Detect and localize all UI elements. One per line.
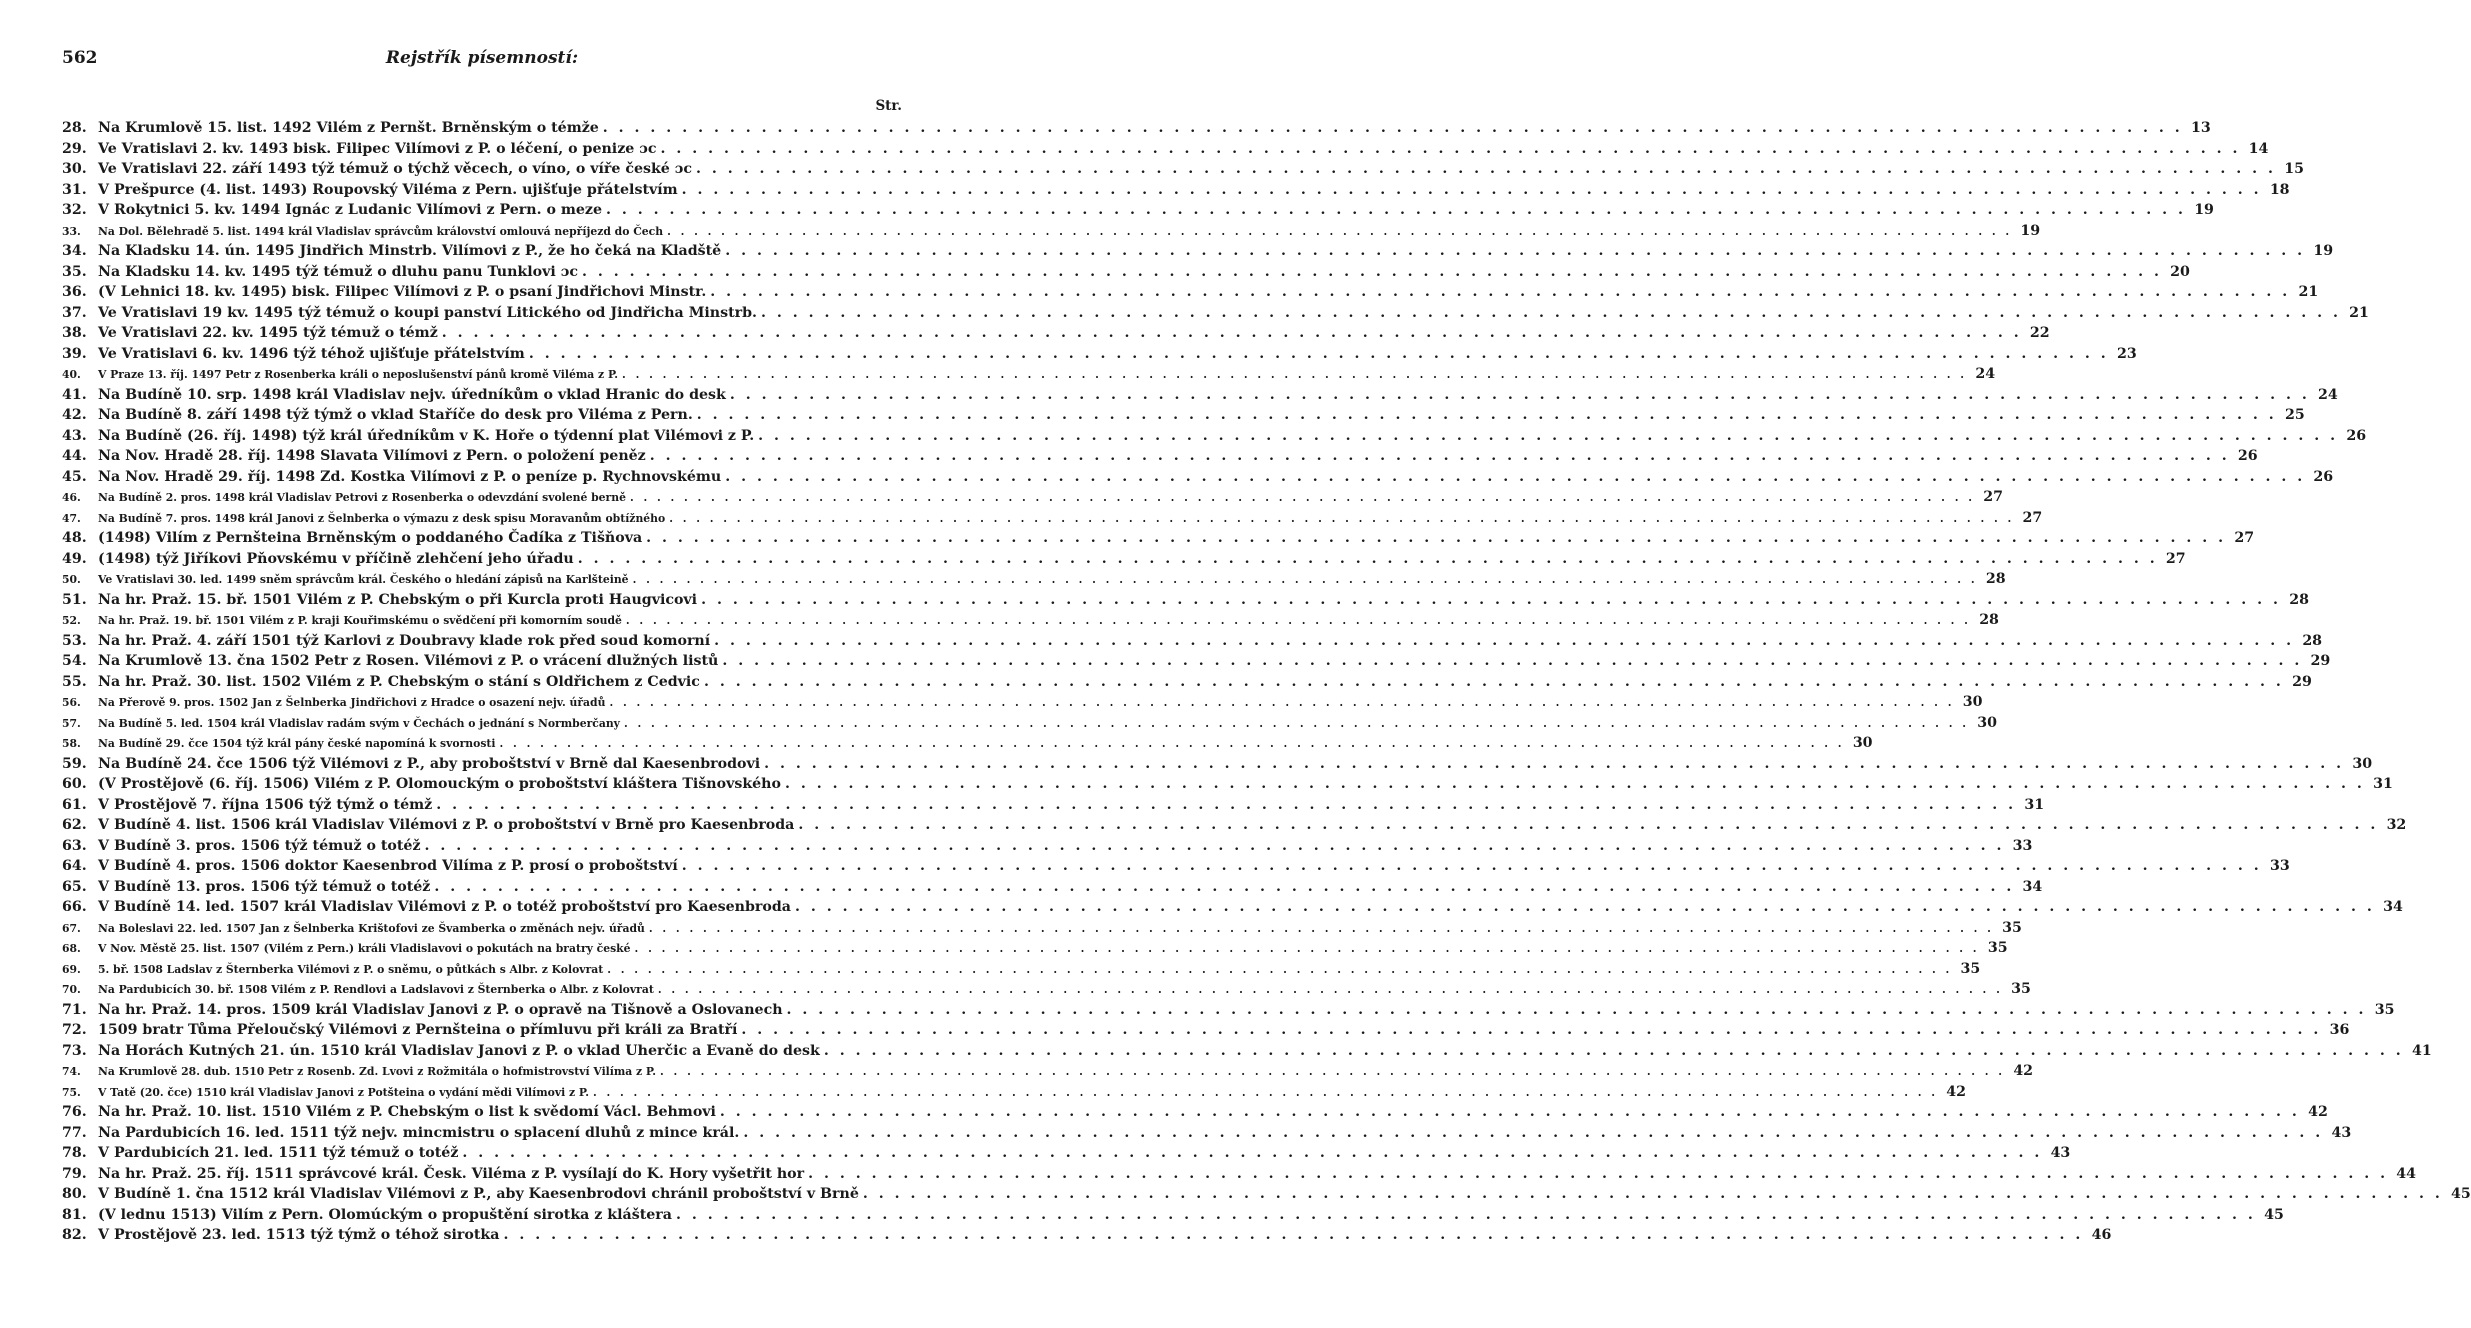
entry-page: 43: [2050, 1145, 2071, 1161]
entry-text: V Rokytnici 5. kv. 1494 Ignác z Ludanic Vilímovi z Pern. o meze: [98, 202, 603, 218]
entry-text: Ve Vratislavi 22. září 1493 týž témuž o týchž věcech, o víno, o víře české ɔc: [98, 161, 693, 177]
entry-page: 27: [1983, 489, 2003, 505]
entry-number: 39.: [62, 345, 87, 362]
entry-text: V Prostějově 23. led. 1513 týž týmž o téhož sirotka: [98, 1227, 500, 1243]
entry-text: Ve Vratislavi 30. led. 1499 sněm správcům král. Českého o hledání zápisů na Karlšteině: [98, 573, 629, 586]
entry-page: 26: [2313, 468, 2334, 485]
register-entry: [62, 979, 2031, 1000]
register-entry: [62, 918, 2022, 939]
register-entry: [62, 303, 2369, 324]
register-entry: [62, 118, 2211, 139]
dot-leader: [646, 446, 2230, 467]
register-entry: [62, 180, 2290, 201]
entry-number: 80.: [62, 1186, 87, 1202]
page-column-label: Str.: [875, 98, 902, 114]
entry-number: 69.: [62, 962, 81, 976]
register-entry: [62, 159, 2304, 180]
register-entry: [62, 1020, 2350, 1041]
entry-number: 63.: [62, 837, 87, 854]
entry-text: Ve Vratislavi 19 kv. 1495 týž témuž o koupi panství Litického od Jindřicha Minstrb.: [98, 304, 757, 321]
entry-text: 1509 bratr Tůma Přeloučský Vilémovi z Pernšteina o přímluvu při králi za Bratří: [98, 1022, 738, 1038]
dot-leader: [721, 467, 2305, 488]
entry-text: Ve Vratislavi 6. kv. 1496 týž téhož ujišťuje přátelstvím: [98, 345, 525, 362]
dot-leader: [656, 1062, 2005, 1083]
entry-page: 43: [2331, 1124, 2352, 1141]
register-entry: [62, 856, 2290, 877]
register-entry: [62, 1000, 2395, 1021]
page-number: 562: [62, 48, 98, 68]
entry-text: Na Přerově 9. pros. 1502 Jan z Šelnberka Jindřichovi z Hradce o osazení nejv. úřadů: [98, 696, 606, 709]
dot-leader: [859, 1184, 2443, 1205]
entry-number: 51.: [62, 591, 87, 608]
register-entry: [62, 569, 2006, 590]
entry-page: 29: [2292, 673, 2312, 690]
entry-text: Na Nov. Hradě 29. říj. 1498 Zd. Kostka Vilímovi z P. o peníze p. Rychnovskému: [98, 468, 722, 485]
dot-leader: [783, 1000, 2367, 1021]
register-entry: [62, 1123, 2352, 1144]
entry-number: 53.: [62, 632, 87, 649]
entry-text: Na Krumlově 15. list. 1492 Vilém z Pernšt. Brněnským o témže: [98, 120, 599, 136]
entry-text: Na Budíně 8. září 1498 týž týmž o vklad Staříče do desk pro Viléma z Pern.: [98, 407, 693, 423]
entry-number: 37.: [62, 304, 87, 321]
entry-page: 45: [2451, 1186, 2471, 1202]
dot-leader: [574, 549, 2158, 570]
dot-leader: [605, 693, 1954, 714]
entry-number: 61.: [62, 796, 87, 813]
dot-leader: [726, 385, 2310, 406]
register-entry: [62, 1102, 2328, 1123]
entry-number: 32.: [62, 202, 87, 218]
entry-text: Ve Vratislavi 22. kv. 1495 týž témuž o témž: [98, 325, 438, 341]
entry-number: 58.: [62, 737, 81, 750]
entry-page: 30: [1962, 694, 1983, 710]
entry-text: Na Kladsku 14. ún. 1495 Jindřich Minstrb. Vilímovi z P., že ho čeká na Kladště: [98, 243, 722, 259]
entry-page: 30: [1977, 714, 1997, 731]
entry-text: V Budíně 3. pros. 1506 týž témuž o totéž: [98, 837, 421, 854]
entry-number: 57.: [62, 716, 81, 730]
entry-text: V Budíně 14. led. 1507 král Vladislav Vilémovi z P. o totéž proboštství pro Kaesenbroda: [98, 899, 791, 915]
dot-leader: [496, 734, 1845, 755]
entry-page: 42: [2013, 1063, 2034, 1079]
entry-page: 19: [2020, 222, 2041, 239]
entry-page: 44: [2396, 1165, 2417, 1182]
entry-number: 31.: [62, 181, 87, 198]
entry-text: Na Budíně (26. říj. 1498) týž král úředníkům v K. Hoře o týdenní plat Vilémovi z P.: [98, 427, 755, 444]
register-entry: [62, 713, 1997, 734]
entry-text: 5. bř. 1508 Ladslav z Šternberka Vilémovi z P. o sněmu, o půtkách s Albr. z Kolovrat: [98, 962, 604, 976]
entry-number: 68.: [62, 942, 81, 955]
register-entry: [62, 1041, 2432, 1062]
dot-leader: [757, 303, 2341, 324]
register-entry: [62, 754, 2373, 775]
register-entry: [62, 528, 2255, 549]
dot-leader: [678, 180, 2262, 201]
dot-leader: [589, 1083, 1938, 1104]
entry-text: V Praze 13. říj. 1497 Petr z Rosenberka králi o neposlušenství pánů kromě Viléma z P.: [98, 368, 619, 381]
register-entry: [62, 549, 2186, 570]
register-entry: [62, 446, 2258, 467]
dot-leader: [602, 200, 2186, 221]
register-entry: [62, 692, 1983, 713]
entry-number: 82.: [62, 1227, 87, 1243]
entry-number: 55.: [62, 673, 87, 690]
register-entry: [62, 385, 2338, 406]
entry-number: 62.: [62, 817, 87, 833]
dot-leader: [642, 528, 2226, 549]
entry-number: 30.: [62, 161, 87, 177]
register-entry: [62, 815, 2407, 836]
dot-leader: [438, 323, 2022, 344]
dot-leader: [631, 939, 1980, 960]
entry-text: V Tatě (20. čce) 1510 král Vladislav Janovi z Potšteina o vydání mědi Vilímovi z P.: [98, 1085, 589, 1099]
dot-leader: [781, 774, 2365, 795]
entry-text: Na Budíně 29. čce 1504 týž král pány české napomíná k svornosti: [98, 737, 496, 750]
register-entry: [62, 590, 2309, 611]
register-entry: [62, 1061, 2034, 1082]
entry-page: 42: [2308, 1104, 2328, 1120]
entry-page: 28: [1985, 571, 2006, 587]
entry-text: Na Krumlově 13. čna 1502 Petr z Rosen. Vilémovi z P. o vrácení dlužných listů: [98, 653, 719, 669]
register-entry: [62, 139, 2269, 160]
dot-leader: [710, 631, 2294, 652]
entry-page: 20: [2170, 263, 2190, 280]
dot-leader: [706, 282, 2290, 303]
entry-page: 35: [2374, 1001, 2395, 1018]
entry-number: 45.: [62, 468, 87, 485]
entry-page: 33: [2269, 858, 2290, 874]
entry-text: V Pardubicích 21. led. 1511 týž témuž o totéž: [98, 1145, 459, 1161]
entry-page: 35: [2011, 981, 2031, 997]
running-title: Rejstřík písemností:: [385, 48, 579, 68]
entry-page: 29: [2310, 653, 2331, 669]
entry-page: 14: [2248, 140, 2269, 157]
dot-leader: [804, 1164, 2388, 1185]
entry-text: V Prostějově 7. října 1506 týž týmž o témž: [98, 796, 433, 813]
register-entry: [62, 282, 2319, 303]
dot-leader: [663, 222, 2012, 243]
entry-number: 56.: [62, 696, 81, 709]
entry-text: V Nov. Městě 25. list. 1507 (Vilém z Pern.) králi Vladislavovi o pokutách na bratry české: [98, 942, 631, 955]
entry-text: (1498) Vilím z Pernšteina Brněnským o poddaného Čadíka z Tišňova: [98, 530, 643, 546]
dot-leader: [739, 1123, 2323, 1144]
dot-leader: [620, 714, 1969, 735]
entry-page: 19: [2313, 243, 2334, 259]
entry-page: 41: [2412, 1042, 2432, 1059]
entry-number: 70.: [62, 983, 81, 996]
entry-text: Na hr. Praž. 19. bř. 1501 Vilém z P. kraji Kouřimskému o svědčení při komorním soudě: [98, 614, 622, 627]
register-entry: [62, 405, 2305, 426]
entry-text: Na Budíně 2. pros. 1498 král Vladislav Petrovi z Rosenberka o odevzdání svolené berně: [98, 491, 626, 504]
register-entry: [62, 774, 2393, 795]
register-entry: [62, 467, 2334, 488]
entry-text: Na hr. Praž. 15. bř. 1501 Vilém z P. Chebským o při Kurcla proti Haugvicovi: [98, 591, 698, 608]
entry-number: 64.: [62, 858, 87, 874]
dot-leader: [693, 405, 2277, 426]
dot-leader: [794, 815, 2378, 836]
dot-leader: [716, 1102, 2300, 1123]
entry-number: 59.: [62, 755, 87, 772]
register-entry: [62, 877, 2043, 898]
entry-text: Na Nov. Hradě 28. říj. 1498 Slavata Vilímovi z Pern. o položení peněz: [98, 448, 646, 464]
entry-number: 42.: [62, 407, 87, 423]
entry-text: Na Dol. Bělehradě 5. list. 1494 král Vladislav správcům království omlouvá nepříjezd do Čech: [98, 224, 664, 238]
entry-number: 54.: [62, 653, 87, 669]
entry-text: Na Budíně 24. čce 1506 týž Vilémovi z P., aby proboštství v Brně dal Kaesenbrodovi: [98, 755, 761, 772]
entry-number: 35.: [62, 263, 87, 280]
register-entry: [62, 1143, 2071, 1164]
dot-leader: [692, 159, 2276, 180]
dot-leader: [499, 1225, 2083, 1246]
dot-leader: [629, 570, 1978, 591]
entry-text: (V Lehnici 18. kv. 1495) bisk. Filipec Vilímovi z P. o psaní Jindřichovi Minstr.: [98, 284, 707, 300]
entry-page: 28: [1979, 612, 1999, 628]
register-entry: [62, 672, 2312, 693]
entry-page: 30: [1852, 735, 1873, 751]
entry-number: 44.: [62, 448, 87, 464]
entry-page: 34: [2022, 878, 2043, 895]
dot-leader: [721, 241, 2305, 262]
dot-leader: [458, 1143, 2042, 1164]
entry-text: Na hr. Praž. 14. pros. 1509 král Vladislav Janovi z P. o opravě na Tišnově a Oslovanech: [98, 1001, 783, 1018]
register-entry: [62, 344, 2137, 365]
dot-leader: [820, 1041, 2404, 1062]
dot-leader: [718, 651, 2302, 672]
entry-text: Na Horách Kutných 21. ún. 1510 král Vladislav Janovi z P. o vklad Uherčic a Evaně do desk: [98, 1042, 820, 1059]
entry-text: Na Kladsku 14. kv. 1495 týž témuž o dluhu panu Tunklovi ɔc: [98, 263, 578, 280]
entry-number: 50.: [62, 573, 81, 586]
entry-page: 13: [2190, 120, 2211, 136]
dot-leader: [760, 754, 2344, 775]
entry-text: (1498) týž Jiříkovi Pňovskému v příčině zlehčení jeho úřadu: [98, 550, 574, 567]
entry-page: 23: [2117, 345, 2137, 362]
entry-text: Na Pardubicích 16. led. 1511 týž nejv. mincmistru o splacení dluhů z mince král.: [98, 1124, 740, 1141]
entry-text: (V Prostějově (6. říj. 1506) Vilém z P. Olomouckým o proboštství kláštera Tišnovského: [98, 776, 781, 792]
register-entry: [62, 836, 2033, 857]
dot-leader: [421, 836, 2005, 857]
entry-number: 28.: [62, 120, 87, 136]
entry-number: 60.: [62, 776, 87, 792]
entry-page: 34: [2383, 899, 2403, 915]
entry-number: 38.: [62, 325, 87, 341]
entry-page: 22: [2029, 325, 2050, 341]
entry-number: 49.: [62, 550, 87, 567]
entry-text: V Budíně 4. list. 1506 král Vladislav Vilémovi z P. o proboštství v Brně pro Kaesenbroda: [98, 817, 795, 833]
dot-leader: [737, 1020, 2321, 1041]
entry-number: 52.: [62, 614, 81, 627]
entry-number: 78.: [62, 1145, 87, 1161]
register-entry: [62, 631, 2323, 652]
entry-text: V Budíně 4. pros. 1506 doktor Kaesenbrod Vilíma z P. prosí o proboštství: [98, 858, 678, 874]
entry-number: 73.: [62, 1042, 87, 1059]
register-entry: [62, 1205, 2284, 1226]
register-entry: [62, 610, 1999, 631]
entry-text: V Prešpurce (4. list. 1493) Roupovský Viléma z Pern. ujišťuje přátelstvím: [98, 181, 678, 198]
entry-number: 66.: [62, 899, 87, 915]
entry-number: 33.: [62, 224, 81, 238]
entry-page: 45: [2264, 1206, 2284, 1223]
entry-number: 47.: [62, 511, 81, 525]
entry-text: Na hr. Praž. 10. list. 1510 Vilém z P. Chebským o list k svědomí Václ. Behmovi: [98, 1104, 716, 1120]
entry-text: Na hr. Praž. 30. list. 1502 Vilém z P. Chebským o stání s Oldřichem z Cedvic: [98, 673, 700, 690]
register-entry: [62, 364, 1996, 385]
entry-number: 79.: [62, 1165, 87, 1182]
register-entry: [62, 1164, 2417, 1185]
dot-leader: [578, 262, 2162, 283]
register-entry: [62, 897, 2403, 918]
entry-number: 65.: [62, 878, 87, 895]
dot-leader: [672, 1205, 2256, 1226]
entry-page: 24: [1975, 366, 1996, 382]
entry-number: 43.: [62, 427, 87, 444]
entry-number: 71.: [62, 1001, 87, 1018]
register-entry: [62, 938, 2008, 959]
entry-page: 26: [2237, 448, 2258, 464]
entry-text: (V lednu 1513) Vilím z Pern. Olomúckým o propuštění sirotka z kláštera: [98, 1206, 672, 1223]
dot-leader: [657, 139, 2241, 160]
register-entry: [62, 795, 2045, 816]
entry-text: Na Budíně 7. pros. 1498 král Janovi z Šelnberka o výmazu z desk spisu Moravanům obtížného: [98, 511, 666, 525]
register-entry: [62, 508, 2043, 529]
register-entry: [62, 221, 2041, 242]
entry-page: 42: [1946, 1083, 1967, 1100]
register-entry: [62, 1184, 2471, 1205]
entry-text: Na hr. Praž. 25. říj. 1511 správcové král. Česk. Viléma z P. vysílají do K. Hory vyšetřit hor: [98, 1165, 805, 1182]
page-header: [62, 48, 902, 88]
entry-page: 15: [2284, 161, 2304, 177]
register-entry: [62, 200, 2214, 221]
register-entry: [62, 323, 2050, 344]
entry-page: 25: [2284, 407, 2305, 423]
entry-text: Na Krumlově 28. dub. 1510 Petr z Rosenb. Zd. Lvovi z Rožmitála o hofmistrovství Vilíma z P.: [98, 1065, 657, 1078]
entry-number: 77.: [62, 1124, 87, 1141]
entry-page: 27: [2165, 550, 2186, 567]
entry-number: 40.: [62, 368, 81, 381]
entry-text: Na Budíně 10. srp. 1498 král Vladislav nejv. úředníkům o vklad Hranic do desk: [98, 386, 726, 403]
dot-leader: [626, 488, 1975, 509]
entry-page: 31: [2024, 796, 2045, 813]
dot-leader: [654, 980, 2003, 1001]
entry-page: 21: [2349, 304, 2369, 321]
entry-number: 81.: [62, 1206, 87, 1223]
entry-text: Na Boleslavi 22. led. 1507 Jan z Šelnberka Krištofovi ze Švamberka o změnách nejv. úřadů: [98, 921, 645, 935]
entry-page: 19: [2194, 202, 2214, 218]
register-entry: [62, 426, 2367, 447]
entry-text: V Budíně 1. čna 1512 král Vladislav Vilémovi z P., aby Kaesenbrodovi chránil proboštství v Brně: [98, 1186, 859, 1202]
entry-page: 28: [2302, 632, 2323, 649]
register-entry: [62, 1225, 2112, 1246]
entry-page: 36: [2329, 1022, 2350, 1038]
entry-text: V Budíně 13. pros. 1506 týž témuž o totéž: [98, 878, 431, 895]
entry-text: Na hr. Praž. 4. září 1501 týž Karlovi z Doubravy klade rok před soud komorní: [98, 632, 711, 649]
entry-number: 36.: [62, 284, 87, 300]
dot-leader: [430, 877, 2014, 898]
entry-page: 46: [2091, 1227, 2112, 1243]
register-entry: [62, 651, 2331, 672]
dot-leader: [665, 509, 2014, 530]
entry-page: 31: [2373, 776, 2393, 792]
dot-leader: [603, 960, 1952, 981]
entry-page: 24: [2318, 386, 2338, 403]
entry-number: 41.: [62, 386, 87, 403]
dot-leader: [599, 118, 2183, 139]
dot-leader: [618, 365, 1967, 386]
register-list: [62, 118, 2471, 1246]
entry-page: 27: [2234, 530, 2255, 546]
dot-leader: [791, 897, 2375, 918]
register-entry: [62, 487, 2003, 508]
entry-page: 28: [2289, 591, 2309, 608]
entry-text: Na Pardubicích 30. bř. 1508 Vilém z P. Rendlovi a Ladslavovi z Šternberka o Albr. z Kolovrat: [98, 983, 654, 996]
register-entry: [62, 1082, 1967, 1103]
entry-page: 27: [2022, 509, 2043, 526]
entry-text: Na Budíně 5. led. 1504 král Vladislav radám svým v Čechách o jednání s Normberčany: [98, 716, 620, 730]
entry-number: 75.: [62, 1085, 81, 1099]
entry-number: 48.: [62, 530, 87, 546]
entry-number: 46.: [62, 491, 81, 504]
entry-number: 29.: [62, 140, 87, 157]
entry-page: 33: [2012, 837, 2033, 854]
entry-number: 76.: [62, 1104, 87, 1120]
entry-page: 30: [2352, 755, 2373, 772]
entry-page: 18: [2269, 181, 2290, 198]
entry-number: 72.: [62, 1022, 87, 1038]
dot-leader: [754, 426, 2338, 447]
document-page: [0, 48, 2471, 1328]
dot-leader: [432, 795, 2016, 816]
entry-page: 35: [1987, 940, 2008, 956]
dot-leader: [678, 856, 2262, 877]
dot-leader: [525, 344, 2109, 365]
entry-number: 34.: [62, 243, 87, 259]
dot-leader: [700, 672, 2284, 693]
entry-page: 35: [1960, 960, 1981, 977]
entry-page: 26: [2346, 427, 2367, 444]
entry-page: 21: [2298, 284, 2319, 300]
dot-leader: [697, 590, 2281, 611]
entry-number: 67.: [62, 921, 81, 935]
entry-number: 74.: [62, 1065, 81, 1078]
dot-leader: [622, 611, 1971, 632]
entry-text: Ve Vratislavi 2. kv. 1493 bisk. Filipec Vilímovi z P. o léčení, o penize ɔc: [98, 140, 657, 157]
register-entry: [62, 241, 2334, 262]
entry-page: 32: [2386, 817, 2407, 833]
entry-page: 35: [2002, 919, 2022, 936]
register-entry: [62, 959, 1981, 980]
register-entry: [62, 262, 2190, 283]
dot-leader: [645, 919, 1994, 940]
register-entry: [62, 733, 1873, 754]
